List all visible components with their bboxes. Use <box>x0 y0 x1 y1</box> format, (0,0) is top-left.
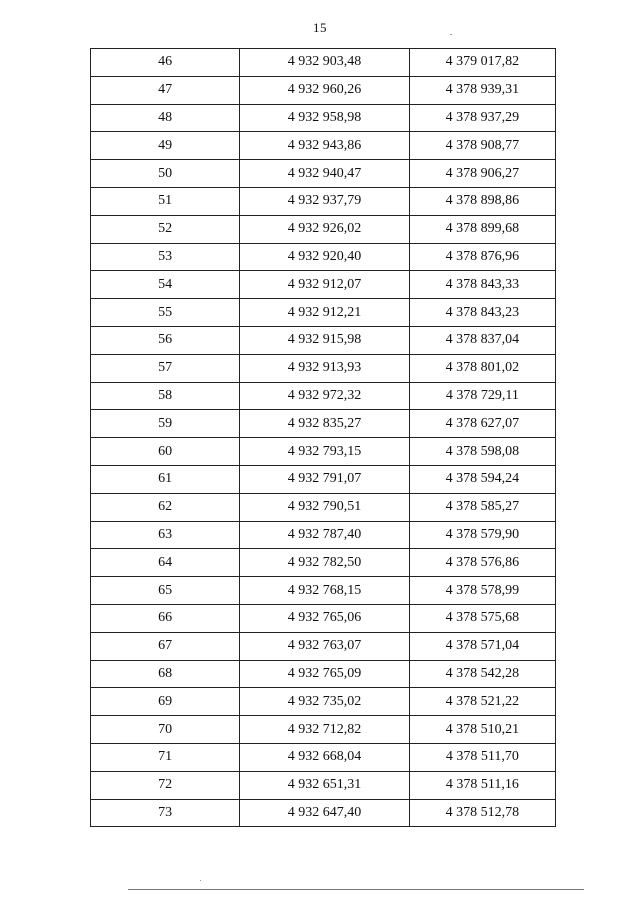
x-coordinate-cell: 4 932 915,98 <box>240 326 409 354</box>
point-number-cell: 58 <box>91 382 240 410</box>
point-number-cell: 52 <box>91 215 240 243</box>
y-coordinate-cell: 4 378 843,23 <box>409 299 555 327</box>
table-row <box>91 160 556 188</box>
table-row <box>91 604 556 632</box>
table-row <box>91 326 556 354</box>
table-row <box>91 104 556 132</box>
y-coordinate-cell: 4 378 801,02 <box>409 354 555 382</box>
y-coordinate-cell: 4 378 899,68 <box>409 215 555 243</box>
point-number-cell: 50 <box>91 160 240 188</box>
x-coordinate-cell: 4 932 920,40 <box>240 243 409 271</box>
point-number-cell: 68 <box>91 660 240 688</box>
x-coordinate-cell: 4 932 787,40 <box>240 521 409 549</box>
point-number-cell: 63 <box>91 521 240 549</box>
y-coordinate-cell: 4 378 594,24 <box>409 465 555 493</box>
point-number-cell: 66 <box>91 604 240 632</box>
table-row <box>91 187 556 215</box>
point-number-cell: 49 <box>91 132 240 160</box>
x-coordinate-cell: 4 932 668,04 <box>240 743 409 771</box>
point-number-cell: 67 <box>91 632 240 660</box>
point-number-cell: 70 <box>91 716 240 744</box>
x-coordinate-cell: 4 932 913,93 <box>240 354 409 382</box>
scan-speck <box>200 880 201 881</box>
y-coordinate-cell: 4 378 843,33 <box>409 271 555 299</box>
point-number-cell: 73 <box>91 799 240 827</box>
scan-speck <box>450 34 452 35</box>
y-coordinate-cell: 4 378 939,31 <box>409 76 555 104</box>
y-coordinate-cell: 4 378 585,27 <box>409 493 555 521</box>
x-coordinate-cell: 4 932 835,27 <box>240 410 409 438</box>
y-coordinate-cell: 4 378 510,21 <box>409 716 555 744</box>
table-row <box>91 132 556 160</box>
x-coordinate-cell: 4 932 768,15 <box>240 577 409 605</box>
y-coordinate-cell: 4 378 837,04 <box>409 326 555 354</box>
x-coordinate-cell: 4 932 647,40 <box>240 799 409 827</box>
x-coordinate-cell: 4 932 765,06 <box>240 604 409 632</box>
x-coordinate-cell: 4 932 940,47 <box>240 160 409 188</box>
point-number-cell: 62 <box>91 493 240 521</box>
x-coordinate-cell: 4 932 765,09 <box>240 660 409 688</box>
x-coordinate-cell: 4 932 735,02 <box>240 688 409 716</box>
table-row <box>91 76 556 104</box>
y-coordinate-cell: 4 378 937,29 <box>409 104 555 132</box>
table-row <box>91 660 556 688</box>
point-number-cell: 60 <box>91 438 240 466</box>
y-coordinate-cell: 4 378 511,70 <box>409 743 555 771</box>
table-row <box>91 521 556 549</box>
point-number-cell: 55 <box>91 299 240 327</box>
point-number-cell: 59 <box>91 410 240 438</box>
y-coordinate-cell: 4 378 511,16 <box>409 771 555 799</box>
table-row <box>91 743 556 771</box>
point-number-cell: 47 <box>91 76 240 104</box>
point-number-cell: 72 <box>91 771 240 799</box>
x-coordinate-cell: 4 932 943,86 <box>240 132 409 160</box>
x-coordinate-cell: 4 932 937,79 <box>240 187 409 215</box>
point-number-cell: 57 <box>91 354 240 382</box>
x-coordinate-cell: 4 932 712,82 <box>240 716 409 744</box>
point-number-cell: 48 <box>91 104 240 132</box>
table-row <box>91 49 556 77</box>
point-number-cell: 71 <box>91 743 240 771</box>
y-coordinate-cell: 4 378 575,68 <box>409 604 555 632</box>
table-row <box>91 799 556 827</box>
point-number-cell: 51 <box>91 187 240 215</box>
x-coordinate-cell: 4 932 972,32 <box>240 382 409 410</box>
coordinates-table <box>90 48 556 827</box>
y-coordinate-cell: 4 378 729,11 <box>409 382 555 410</box>
y-coordinate-cell: 4 378 571,04 <box>409 632 555 660</box>
x-coordinate-cell: 4 932 912,07 <box>240 271 409 299</box>
table-row <box>91 771 556 799</box>
y-coordinate-cell: 4 378 521,22 <box>409 688 555 716</box>
y-coordinate-cell: 4 378 579,90 <box>409 521 555 549</box>
table-row <box>91 271 556 299</box>
x-coordinate-cell: 4 932 912,21 <box>240 299 409 327</box>
table-row <box>91 410 556 438</box>
point-number-cell: 46 <box>91 49 240 77</box>
x-coordinate-cell: 4 932 958,98 <box>240 104 409 132</box>
table-row <box>91 493 556 521</box>
x-coordinate-cell: 4 932 651,31 <box>240 771 409 799</box>
point-number-cell: 64 <box>91 549 240 577</box>
table-row <box>91 299 556 327</box>
page-number: 15 <box>313 20 327 35</box>
x-coordinate-cell: 4 932 782,50 <box>240 549 409 577</box>
table-row <box>91 632 556 660</box>
y-coordinate-cell: 4 378 578,99 <box>409 577 555 605</box>
table-row <box>91 549 556 577</box>
x-coordinate-cell: 4 932 793,15 <box>240 438 409 466</box>
point-number-cell: 54 <box>91 271 240 299</box>
table-row <box>91 354 556 382</box>
table-row <box>91 215 556 243</box>
x-coordinate-cell: 4 932 763,07 <box>240 632 409 660</box>
table-row <box>91 688 556 716</box>
x-coordinate-cell: 4 932 791,07 <box>240 465 409 493</box>
x-coordinate-cell: 4 932 790,51 <box>240 493 409 521</box>
coordinates-table-body <box>91 49 556 827</box>
point-number-cell: 56 <box>91 326 240 354</box>
y-coordinate-cell: 4 378 542,28 <box>409 660 555 688</box>
y-coordinate-cell: 4 378 627,07 <box>409 410 555 438</box>
table-row <box>91 465 556 493</box>
y-coordinate-cell: 4 378 906,27 <box>409 160 555 188</box>
table-row <box>91 382 556 410</box>
table-row <box>91 716 556 744</box>
scan-edge-line <box>128 889 584 890</box>
y-coordinate-cell: 4 378 576,86 <box>409 549 555 577</box>
point-number-cell: 65 <box>91 577 240 605</box>
point-number-cell: 69 <box>91 688 240 716</box>
x-coordinate-cell: 4 932 903,48 <box>240 49 409 77</box>
x-coordinate-cell: 4 932 960,26 <box>240 76 409 104</box>
table-row <box>91 438 556 466</box>
y-coordinate-cell: 4 378 598,08 <box>409 438 555 466</box>
y-coordinate-cell: 4 378 512,78 <box>409 799 555 827</box>
y-coordinate-cell: 4 378 876,96 <box>409 243 555 271</box>
table-row <box>91 577 556 605</box>
y-coordinate-cell: 4 379 017,82 <box>409 49 555 77</box>
x-coordinate-cell: 4 932 926,02 <box>240 215 409 243</box>
point-number-cell: 53 <box>91 243 240 271</box>
y-coordinate-cell: 4 378 908,77 <box>409 132 555 160</box>
y-coordinate-cell: 4 378 898,86 <box>409 187 555 215</box>
point-number-cell: 61 <box>91 465 240 493</box>
table-row <box>91 243 556 271</box>
